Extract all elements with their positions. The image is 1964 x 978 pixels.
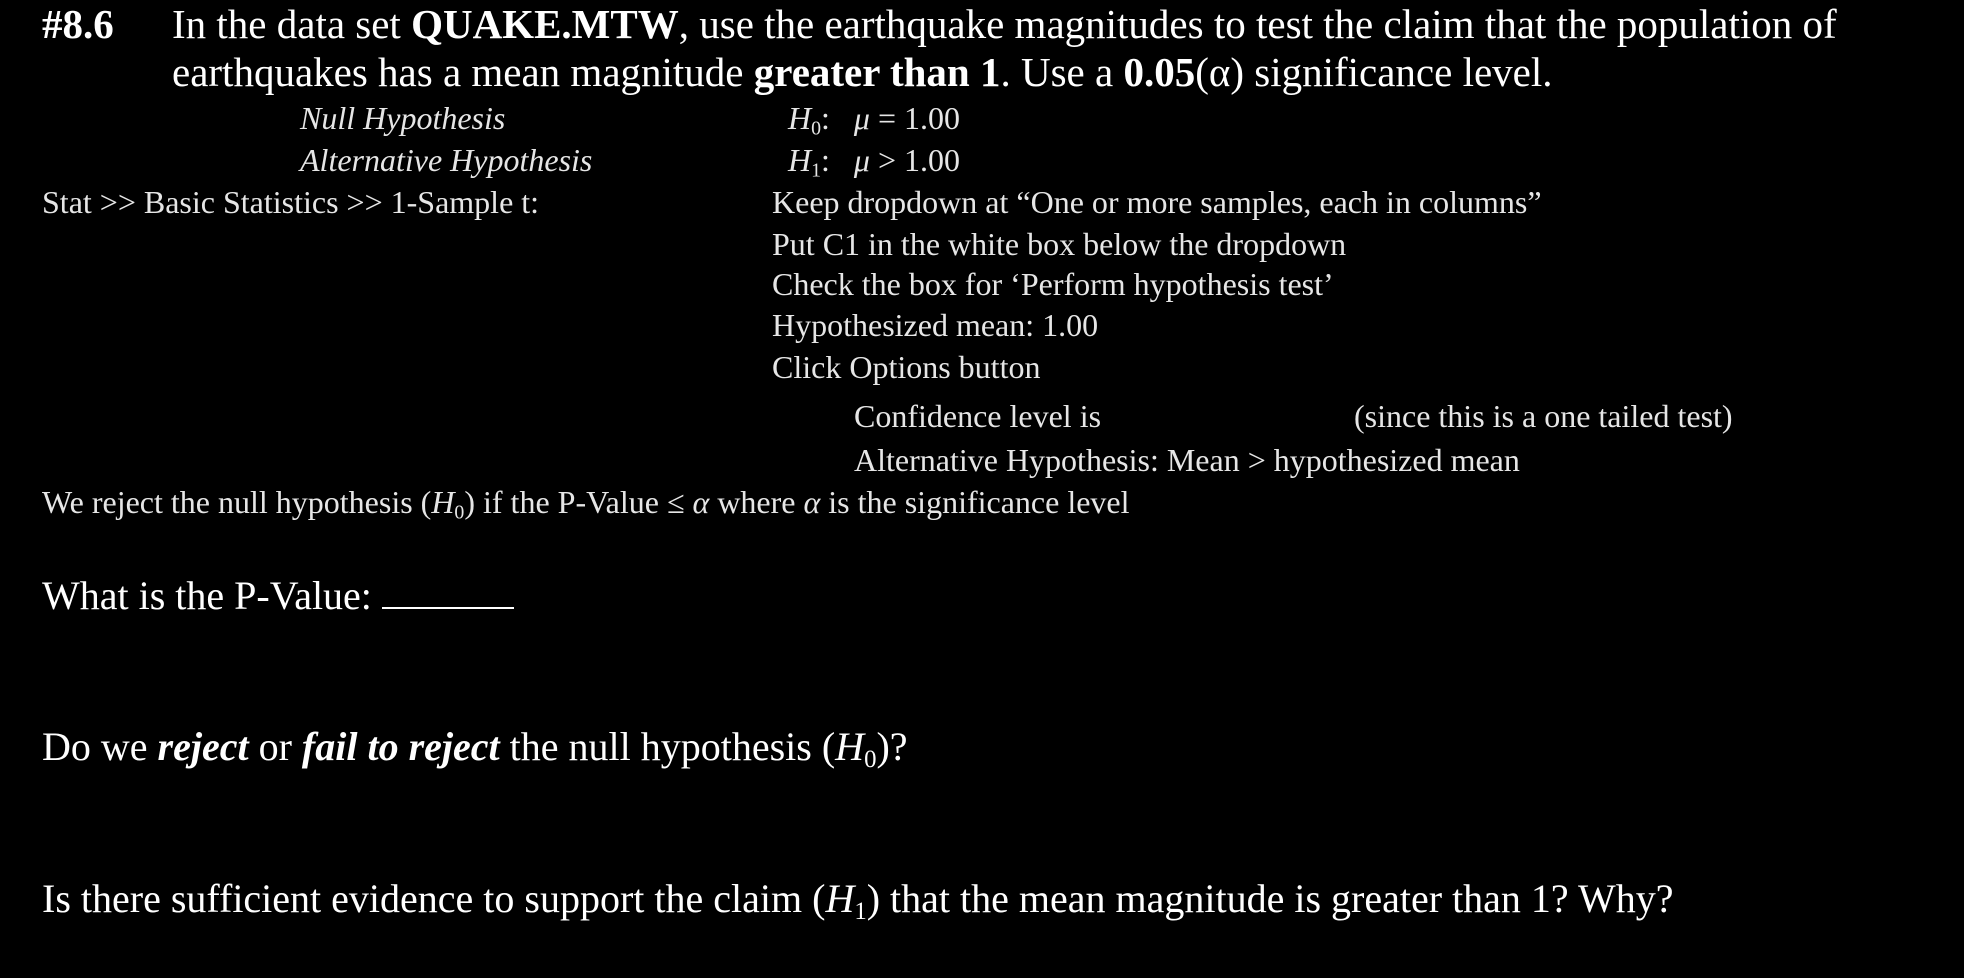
step-1: Keep dropdown at “One or more samples, each in columns” [772,184,1542,220]
claim-text: greater than 1 [753,49,1001,95]
problem-statement-line-1 [172,0,1837,48]
problem-number: #8.6 [42,1,114,47]
answer-blank [382,577,514,609]
confidence-level-note: (since this is a one tailed test) [1354,398,1733,434]
question-text: Do we [42,724,158,769]
h1-subscript: 1 [811,159,822,182]
problem-statement-line-2 [172,48,1553,96]
mu-symbol: μ [853,142,870,178]
step-4: Hypothesized mean: 1.00 [772,307,1099,343]
h0-symbol: H [431,484,455,520]
menu-path: Stat >> Basic Statistics >> 1-Sample t: [42,184,540,220]
alternative-hypothesis-expression [788,141,961,182]
question-p-value [42,572,514,620]
mu-symbol: μ [853,100,870,136]
problem-line-1 [42,0,114,48]
question-reject [42,723,908,771]
question-text: ) that the mean magnitude is greater than 1? Why? [866,876,1674,921]
rule-text: ) if the P-Value ≤ [464,484,693,520]
options-alternative: Alternative Hypothesis: Mean > hypothesized mean [854,442,1520,478]
alternative-hypothesis-label: Alternative Hypothesis [300,142,593,178]
step-2: Put C1 in the white box below the dropdown [772,226,1347,262]
question-text: Is there sufficient evidence to support the claim ( [42,876,826,921]
h0-symbol: H [835,724,865,769]
h0-subscript: 0 [454,501,465,524]
h1-symbol: H [788,142,812,178]
rule-text: where [709,484,804,520]
colon: : [821,142,854,178]
h0-subscript: 0 [864,745,877,773]
rule-text: is the significance level [820,484,1130,520]
h1-symbol: H [825,876,855,921]
alpha-symbol: α [692,484,710,520]
null-hypothesis-label: Null Hypothesis [300,100,506,136]
statement-text: significance level. [1244,49,1553,95]
h0-symbol: H [788,100,812,136]
rejection-rule [42,483,1130,524]
question-text: )? [876,724,908,769]
null-value: = 1.00 [869,100,961,136]
fail-to-reject-term: fail to reject [301,724,500,769]
step-5: Click Options button [772,349,1041,385]
alpha-symbol: (α) [1195,49,1244,95]
colon: : [821,100,854,136]
null-hypothesis-expression [788,99,961,140]
dataset-name: QUAKE.MTW [411,1,679,47]
confidence-level-label: Confidence level is [854,398,1102,434]
step-3: Check the box for ‘Perform hypothesis test’ [772,266,1334,302]
statement-text: . Use a [1000,49,1124,95]
h1-subscript: 1 [854,897,867,925]
question-text: or [248,724,302,769]
statement-text: In the data set [172,1,412,47]
statement-text: earthquakes has a mean magnitude [172,49,754,95]
statement-text: , use the earthquake magnitudes to test the claim that the population of [678,1,1837,47]
alt-value: > 1.00 [869,142,961,178]
h0-subscript: 0 [811,117,822,140]
rule-text: We reject the null hypothesis ( [42,484,432,520]
alpha-value: 0.05 [1123,49,1196,95]
question-text: the null hypothesis ( [499,724,836,769]
question-text: What is the P-Value: [42,573,372,618]
question-evidence [42,875,1673,923]
alpha-symbol: α [803,484,821,520]
reject-term: reject [157,724,249,769]
